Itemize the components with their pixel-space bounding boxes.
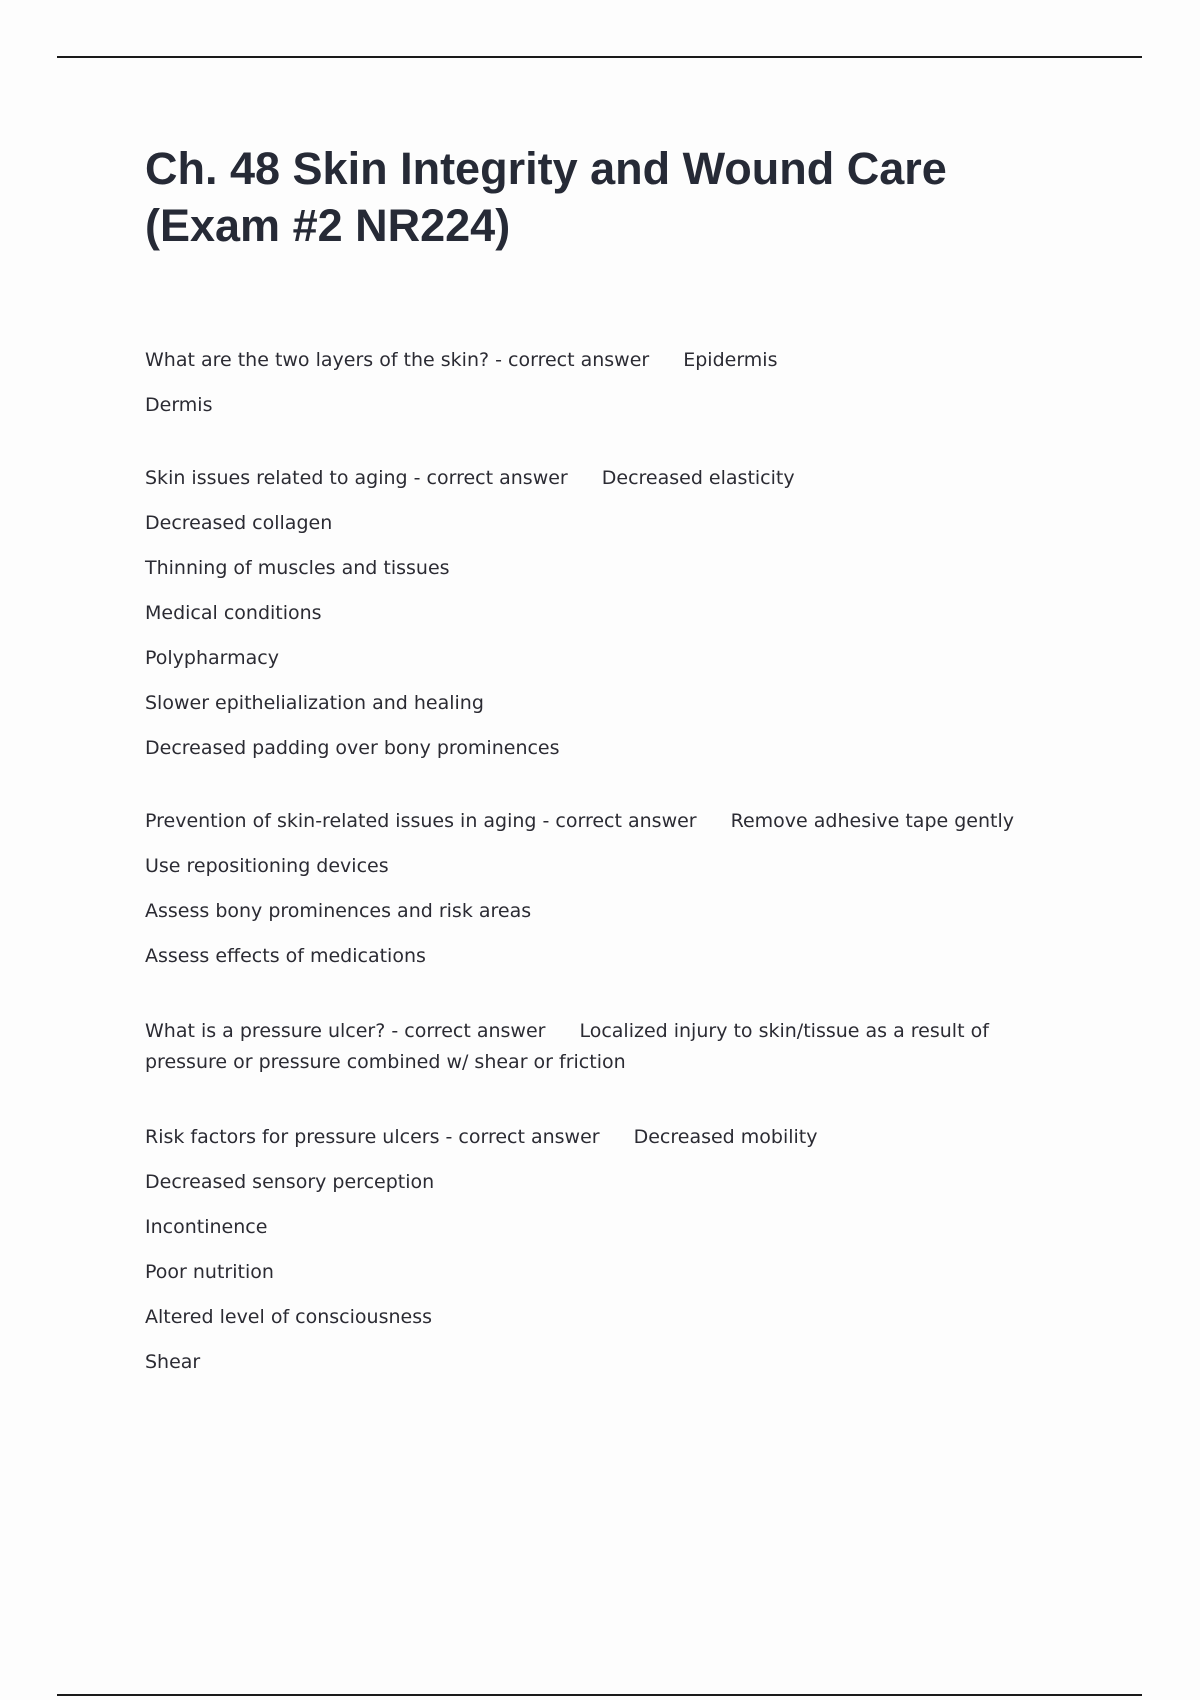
answer-line: Assess bony prominences and risk areas (145, 900, 532, 922)
qa-item-pressure-ulcer-definition (145, 1016, 1075, 1078)
answer-line: Polypharmacy (145, 647, 279, 669)
answer-text: Decreased elasticity (601, 467, 795, 489)
question-row (145, 347, 1075, 374)
answer-line: Dermis (145, 394, 213, 416)
answer-line: Shear (145, 1351, 201, 1373)
answer-line: Altered level of consciousness (145, 1306, 433, 1328)
answer-text: Remove adhesive tape gently (730, 810, 1015, 832)
question-row (145, 808, 1075, 835)
question-row (145, 1016, 1075, 1078)
answer-line: Decreased sensory perception (145, 1171, 435, 1193)
title-line-1: Ch. 48 Skin Integrity and Wound Care (145, 143, 947, 194)
question-row (145, 465, 1075, 492)
question-text: What is a pressure ulcer? - correct answer (145, 1020, 546, 1042)
answer-line: Medical conditions (145, 602, 322, 624)
question-text: Prevention of skin-related issues in aging - correct answer (145, 810, 697, 832)
question-text: Risk factors for pressure ulcers - correct answer (145, 1126, 600, 1148)
answer-line: Slower epithelialization and healing (145, 692, 484, 714)
question-text: What are the two layers of the skin? - correct answer (145, 349, 650, 371)
answer-line: Decreased collagen (145, 512, 333, 534)
page-title (145, 140, 1075, 254)
bottom-rule (57, 1694, 1142, 1696)
answer-line: Assess effects of medications (145, 945, 426, 967)
answer-line: Thinning of muscles and tissues (145, 557, 450, 579)
document-body (145, 140, 1075, 1422)
qa-item-pressure-ulcer-risks (145, 1124, 1075, 1376)
answer-line: Use repositioning devices (145, 855, 389, 877)
question-text: Skin issues related to aging - correct answer (145, 467, 568, 489)
answer-line: Incontinence (145, 1216, 268, 1238)
qa-item-skin-layers (145, 347, 1075, 419)
answer-text: Decreased mobility (633, 1126, 818, 1148)
answer-text: Epidermis (683, 349, 778, 371)
answer-text: Localized injury to skin/tissue as a result of pressure or pressure combined w/ shear or friction (145, 1020, 989, 1073)
title-line-2: (Exam #2 NR224) (145, 200, 511, 251)
qa-item-aging-issues (145, 465, 1075, 762)
qa-item-aging-prevention (145, 808, 1075, 970)
top-rule (57, 56, 1142, 58)
qa-list (145, 347, 1075, 1376)
answer-line: Poor nutrition (145, 1261, 274, 1283)
answer-line: Decreased padding over bony prominences (145, 737, 560, 759)
question-row (145, 1124, 1075, 1151)
